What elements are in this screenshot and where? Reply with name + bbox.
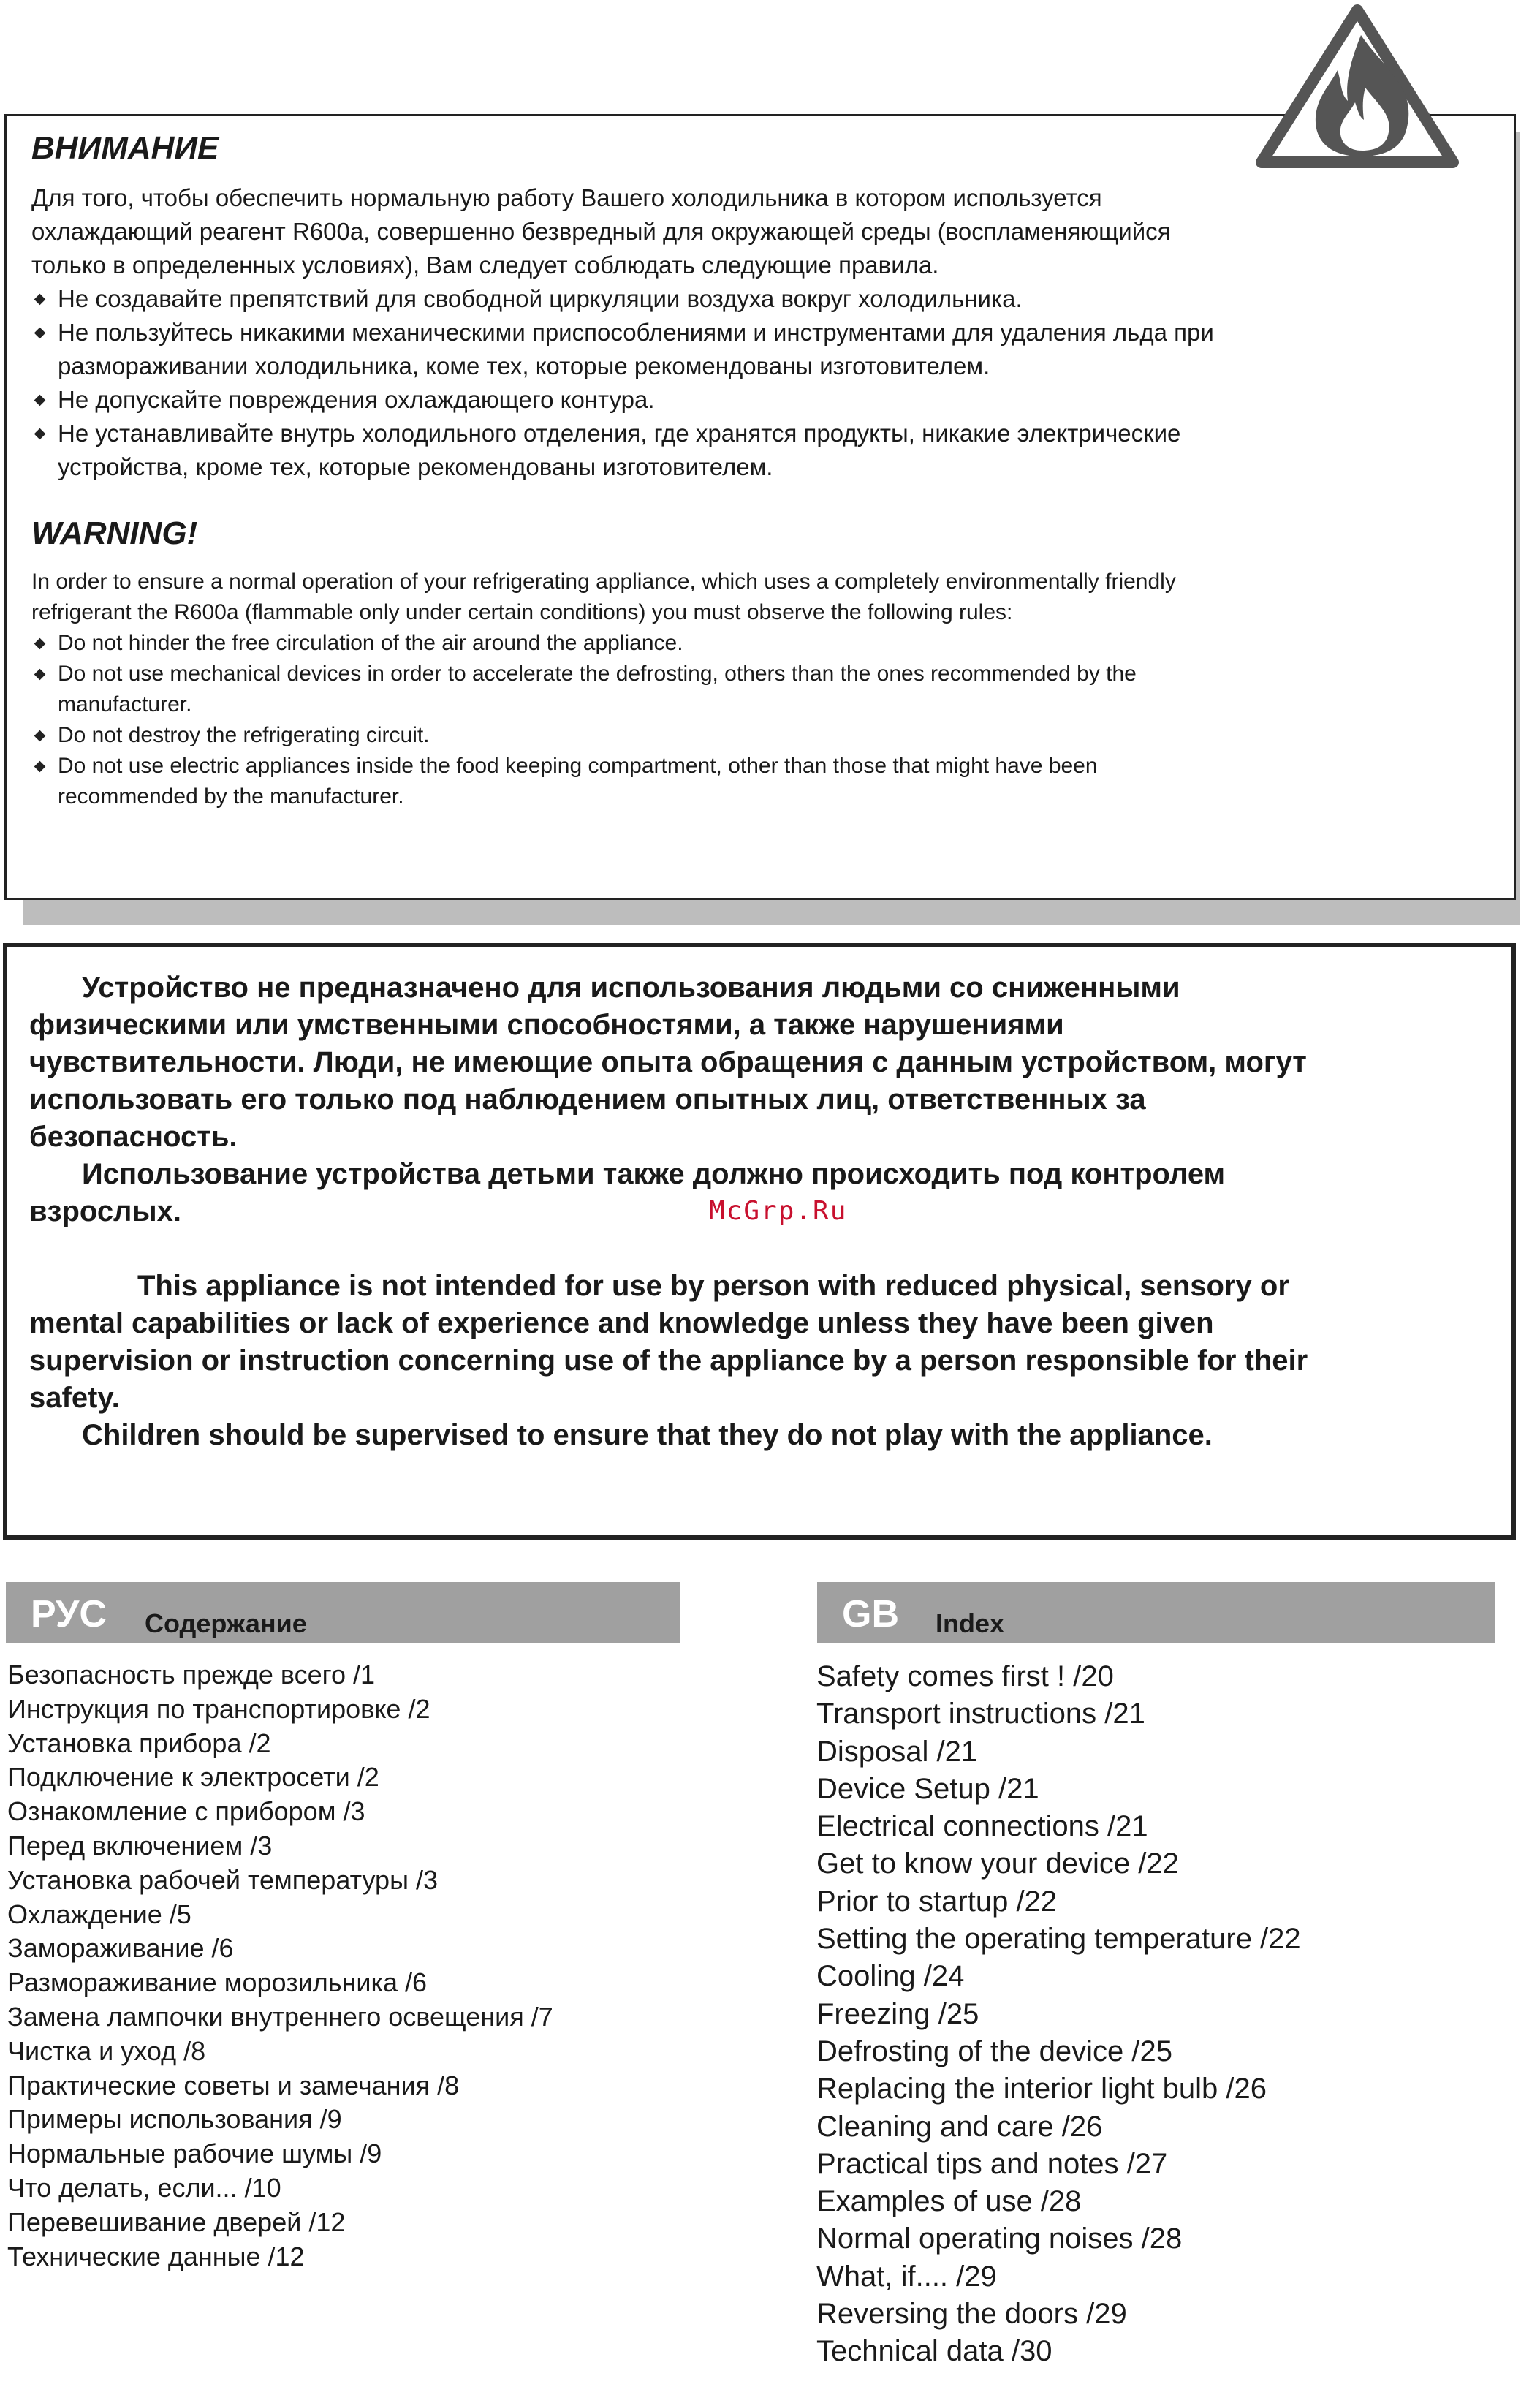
list-item: Практические советы и замечания /8 (7, 2070, 460, 2100)
list-item: Охлаждение /5 (7, 1899, 191, 1929)
notice-en-paragraph-1: This appliance is not intended for use by person with reduced physical, sensory or mental capabilities or lack of experience and knowledge unless they have been given supervision or instruction concerning use of the appliance by a person responsible for their safety. (29, 1270, 1308, 1414)
notice-en-paragraph-2: Children should be supervised to ensure that they do not play with the appliance. (82, 1419, 1213, 1451)
list-item: Get to know your device /22 (816, 1847, 1179, 1880)
list-item: Чистка и уход /8 (7, 2035, 206, 2066)
list-item: Инструкция по транспортировке /2 (7, 1693, 430, 1724)
list-item: Размораживание морозильника /6 (7, 1967, 428, 1998)
warning-title-ru: ВНИМАНИЕ (31, 130, 219, 166)
index-label-ru: Содержание (145, 1608, 307, 1638)
index-header-gb (817, 1582, 1495, 1643)
list-item: Установка рабочей температуры /3 (7, 1864, 438, 1895)
list-item: Setting the operating temperature /22 (816, 1923, 1301, 1956)
list-item: Normal operating noises /28 (816, 2222, 1183, 2255)
notice-ru-paragraph-1: Устройство не предназначено для использования людьми со сниженными физическими или умственными способностями, а также нарушениями чувствительности. Люди, не имеющие опыта обращения с данным устройством, могут использовать его только под наблюдением опытных лиц, ответственных за безопасность. (29, 972, 1307, 1153)
list-item: Defrosting of the device /25 (816, 2035, 1172, 2067)
index-label-gb: Index (936, 1608, 1005, 1638)
watermark-text: McGrp.Ru (709, 1196, 848, 1226)
warning-box (4, 114, 1516, 900)
flammable-warning-icon (1251, 0, 1463, 172)
list-item: Безопасность прежде всего /1 (7, 1660, 376, 1690)
list-item: Технические данные /12 (7, 2241, 305, 2271)
list-item: Установка прибора /2 (7, 1728, 271, 1758)
list-item: Device Setup /21 (816, 1772, 1039, 1805)
list-item: Prior to startup /22 (816, 1885, 1058, 1918)
list-item: Cleaning and care /26 (816, 2110, 1103, 2143)
list-item: Technical data /30 (816, 2335, 1052, 2368)
warning-rule-ru: Не пользуйтесь никакими механическими приспособлениями и инструментами для удаления льда при разморaживании холодильника, коме тех, которые рекомендованы изготовителем. (31, 316, 1484, 383)
language-code-gb: GB (842, 1593, 899, 1635)
list-item: Замена лампочки внутреннего освещения /7 (7, 2001, 553, 2032)
warning-rule-en: Do not destroy the refrigerating circuit. (31, 720, 1484, 751)
warning-intro-en: In order to ensure a normal operation of your refrigerating appliance, which uses a completely environmentally friendly refrigerant the R600a (flammable only under certain conditions) you must observe the following rules: (31, 569, 1176, 624)
list-item: Cooling /24 (816, 1960, 965, 1993)
warning-rule-ru: Не создавайте препятствий для свободной циркуляции воздуха вокруг холодильника. (31, 282, 1484, 316)
list-item: Перевешивание дверей /12 (7, 2206, 346, 2237)
list-item: Transport instructions /21 (816, 1698, 1145, 1730)
warning-rule-ru: Не устанавливайте внутрь холодильного отделения, где хранятся продукты, никакие электрические устройства, кроме тех, которые рекомендованы изготовителем. (31, 417, 1484, 484)
list-item: Reversing the doors /29 (816, 2298, 1127, 2331)
list-item: What, if.... /29 (816, 2260, 997, 2293)
warning-rule-en: Do not use electric appliances inside the food keeping compartment, other than those that might have been recommended by the manufacturer. (31, 751, 1484, 812)
list-item: Подключение к электросети /2 (7, 1762, 379, 1793)
index-list-ru (7, 1658, 553, 2274)
list-item: Нормальные рабочие шумы /9 (7, 2138, 382, 2169)
warning-rule-en: Do not use mechanical devices in order to accelerate the defrosting, others than the ones recommended by the manufacturer. (31, 659, 1484, 720)
notice-ru-paragraph-2: Использование устройства детьми также должно происходить под контролем взрослых. (29, 1158, 1226, 1227)
index-header-ru (6, 1582, 680, 1643)
list-item: Freezing /25 (816, 1997, 979, 2030)
list-item: Замораживание /6 (7, 1933, 234, 1964)
list-item: Replacing the interior light bulb /26 (816, 2073, 1267, 2105)
list-item: Что делать, если... /10 (7, 2172, 281, 2203)
warning-rule-en: Do not hinder the free circulation of the air around the appliance. (31, 628, 1484, 659)
list-item: Practical tips and notes /27 (816, 2147, 1168, 2180)
index-list-gb (816, 1658, 1301, 2371)
list-item: Electrical connections /21 (816, 1810, 1148, 1843)
list-item: Safety comes first ! /20 (816, 1660, 1114, 1692)
warning-title-en: WARNING! (31, 515, 198, 551)
language-code-ru: РУС (31, 1593, 107, 1635)
warning-intro-ru: Для того, чтобы обеспечить нормальную работу Вашего холодильника в котором используется охлаждающий реагент R600a, совершенно безвредный для окружающей среды (воспламеняющийся только в определенных условиях), Вам следует соблюдать следующие правила. (31, 183, 1171, 279)
list-item: Examples of use /28 (816, 2185, 1082, 2218)
list-item: Перед включением /3 (7, 1830, 273, 1861)
warning-rule-ru: Не допускайте повреждения охлаждающего контура. (31, 383, 1484, 417)
list-item: Примеры использования /9 (7, 2104, 342, 2135)
list-item: Ознакомление с прибором /3 (7, 1796, 365, 1827)
list-item: Disposal /21 (816, 1735, 978, 1768)
notice-box (3, 943, 1516, 1540)
